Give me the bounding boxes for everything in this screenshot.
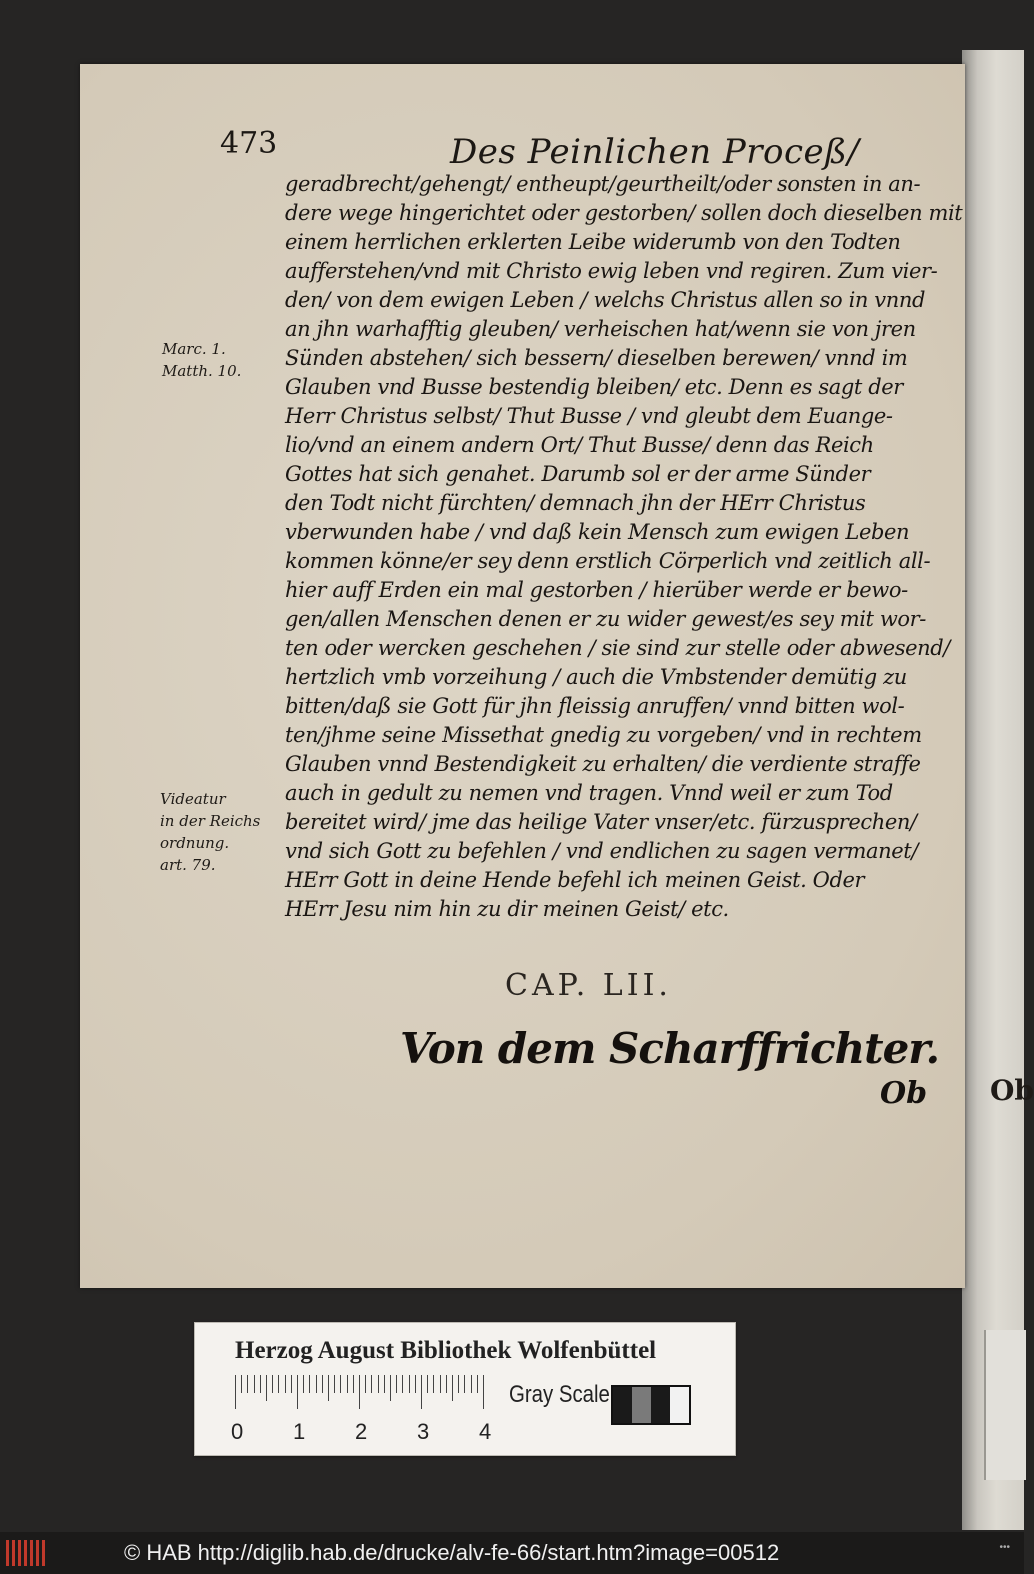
ruler-tick — [266, 1375, 267, 1401]
scale-card-title: Herzog August Bibliothek Wolfenbüttel — [235, 1337, 657, 1364]
ruler-tick — [316, 1375, 317, 1393]
text-line: Sünden abstehen/ sich bessern/ dieselben berewen/ vnnd im — [285, 346, 908, 370]
text-line: ten oder wercken geschehen / sie sind zur stelle oder abwesend/ — [285, 636, 950, 660]
adjacent-card-strip — [984, 1330, 1026, 1480]
chapter-number: CAP. LII. — [505, 968, 672, 1003]
catchword: Ob — [880, 1076, 928, 1111]
margin-note-marc — [162, 338, 241, 382]
margin-note-line: ordnung. — [160, 834, 230, 852]
scale-number: 3 — [417, 1419, 430, 1444]
text-line: bitten/daß sie Gott für jhn fleissig anruffen/ vnnd bitten wol- — [285, 694, 905, 718]
ruler-tick — [427, 1375, 428, 1393]
hab-scale-card — [194, 1322, 736, 1456]
ruler-tick — [440, 1375, 441, 1393]
text-line: auch in gedult zu nemen vnd tragen. Vnnd weil er zum Tod — [285, 781, 893, 805]
text-line: dere wege hingerichtet oder gestorben/ sollen doch dieselben mit — [285, 201, 963, 225]
ruler-tick — [291, 1375, 292, 1393]
chapter-title: Von dem Scharffrichter. — [400, 1024, 940, 1073]
book-page — [80, 64, 965, 1288]
body-text — [285, 170, 963, 924]
ruler-tick — [433, 1375, 434, 1393]
ruler-tick — [347, 1375, 348, 1393]
ruler-tick — [334, 1375, 335, 1393]
text-line: HErr Jesu nim hin zu dir meinen Geist/ etc. — [285, 897, 729, 921]
scale-number: 1 — [293, 1419, 306, 1444]
page-number: 473 — [220, 126, 278, 161]
ruler-tick — [278, 1375, 279, 1393]
ruler-tick — [359, 1375, 360, 1409]
margin-note-line: Marc. 1. — [162, 340, 226, 358]
scale-number: 0 — [231, 1419, 244, 1444]
ruler-tick — [285, 1375, 286, 1393]
text-line: vnd sich Gott zu befehlen / vnd endlichen zu sagen vermanet/ — [285, 839, 918, 863]
ruler-tick — [303, 1375, 304, 1393]
footer-dots: ••• — [999, 1542, 1010, 1553]
gray-swatch — [651, 1387, 670, 1423]
footer-bar — [0, 1532, 1024, 1574]
ruler-tick — [247, 1375, 248, 1393]
gray-scale-swatches — [611, 1385, 691, 1425]
ruler-tick — [421, 1375, 422, 1409]
ruler-tick — [260, 1375, 261, 1393]
ruler-tick — [272, 1375, 273, 1393]
text-line: an jhn warhafftig gleuben/ verheischen hat/wenn sie von jren — [285, 317, 916, 341]
text-line: hertzlich vmb vorzeihung / auch die Vmbstender demütig zu — [285, 665, 907, 689]
gray-swatch — [632, 1387, 651, 1423]
margin-note-videatur — [160, 788, 260, 876]
ruler-tick — [396, 1375, 397, 1393]
text-line: den Todt nicht fürchten/ demnach jhn der HErr Christus — [285, 491, 866, 515]
ruler-tick — [241, 1375, 242, 1393]
text-line: aufferstehen/vnd mit Christo ewig leben vnd regiren. Zum vier- — [285, 259, 938, 283]
text-line: bereitet wird/ jme das heilige Vater vnser/etc. fürzusprechen/ — [285, 810, 917, 834]
ruler-tick — [235, 1375, 236, 1409]
ruler-tick — [477, 1375, 478, 1393]
ruler-tick — [402, 1375, 403, 1393]
text-line: einem herrlichen erklerten Leibe widerumb von den Todten — [285, 230, 901, 254]
scale-number: 2 — [355, 1419, 368, 1444]
ruler-tick — [297, 1375, 298, 1409]
ruler-tick — [378, 1375, 379, 1393]
ruler-tick — [384, 1375, 385, 1393]
running-title: Des Peinlichen Proceß/ — [450, 132, 860, 172]
scale-number: 4 — [479, 1419, 492, 1444]
ruler-tick — [353, 1375, 354, 1393]
margin-note-line: Matth. 10. — [162, 362, 242, 380]
text-line: vberwunden habe / vnd daß kein Mensch zum ewigen Leben — [285, 520, 910, 544]
margin-note-line: Videatur — [160, 790, 226, 808]
hab-logo-icon — [6, 1540, 46, 1566]
text-line: ten/jhme seine Missethat gnedig zu vorgeben/ vnd in rechtem — [285, 723, 922, 747]
ruler-tick — [471, 1375, 472, 1393]
text-line: kommen könne/er sey denn erstlich Cörperlich vnd zeitlich all- — [285, 549, 931, 573]
ruler-tick — [452, 1375, 453, 1401]
text-line: geradbrecht/gehengt/ entheupt/geurtheilt/oder sonsten in an- — [285, 172, 921, 196]
ruler-tick — [458, 1375, 459, 1393]
text-line: den/ von dem ewigen Leben / welchs Christus allen so in vnnd — [285, 288, 926, 312]
gray-swatch — [613, 1387, 632, 1423]
margin-note-line: in der Reichs — [160, 812, 261, 830]
gray-swatch — [670, 1387, 689, 1423]
ruler-tick — [390, 1375, 391, 1401]
text-line: Herr Christus selbst/ Thut Busse / vnd gleubt dem Euange- — [285, 404, 893, 428]
text-line: hier auff Erden ein mal gestorben / hierüber werde er bewo- — [285, 578, 908, 602]
ruler-tick — [309, 1375, 310, 1393]
ruler-tick — [322, 1375, 323, 1393]
text-line: Gottes hat sich genahet. Darumb sol er der arme Sünder — [285, 462, 871, 486]
ruler-tick — [409, 1375, 410, 1393]
footer-permalink[interactable]: © HAB http://diglib.hab.de/drucke/alv-fe-66/start.htm?image=00512 — [124, 1540, 780, 1565]
margin-note-line: art. 79. — [160, 856, 216, 874]
adjacent-page-edge — [962, 50, 1024, 1530]
adjacent-page-catchword: Ob — [990, 1074, 1034, 1107]
text-line: gen/allen Menschen denen er zu wider gewest/es sey mit wor- — [285, 607, 926, 631]
ruler-tick — [464, 1375, 465, 1393]
ruler-tick — [446, 1375, 447, 1393]
ruler-tick — [340, 1375, 341, 1393]
ruler-tick — [365, 1375, 366, 1393]
ruler-tick — [483, 1375, 484, 1409]
text-line: Glauben vnnd Bestendigkeit zu erhalten/ die verdiente straffe — [285, 752, 921, 776]
text-line: Glauben vnd Busse bestendig bleiben/ etc. Denn es sagt der — [285, 375, 903, 399]
text-line: HErr Gott in deine Hende befehl ich meinen Geist. Oder — [285, 868, 865, 892]
ruler-tick — [328, 1375, 329, 1401]
ruler-tick — [415, 1375, 416, 1393]
text-line: lio/vnd an einem andern Ort/ Thut Busse/ denn das Reich — [285, 433, 874, 457]
ruler-tick — [371, 1375, 372, 1393]
gray-scale-label: Gray Scale — [509, 1381, 610, 1408]
ruler-tick — [254, 1375, 255, 1393]
ruler — [235, 1375, 490, 1409]
